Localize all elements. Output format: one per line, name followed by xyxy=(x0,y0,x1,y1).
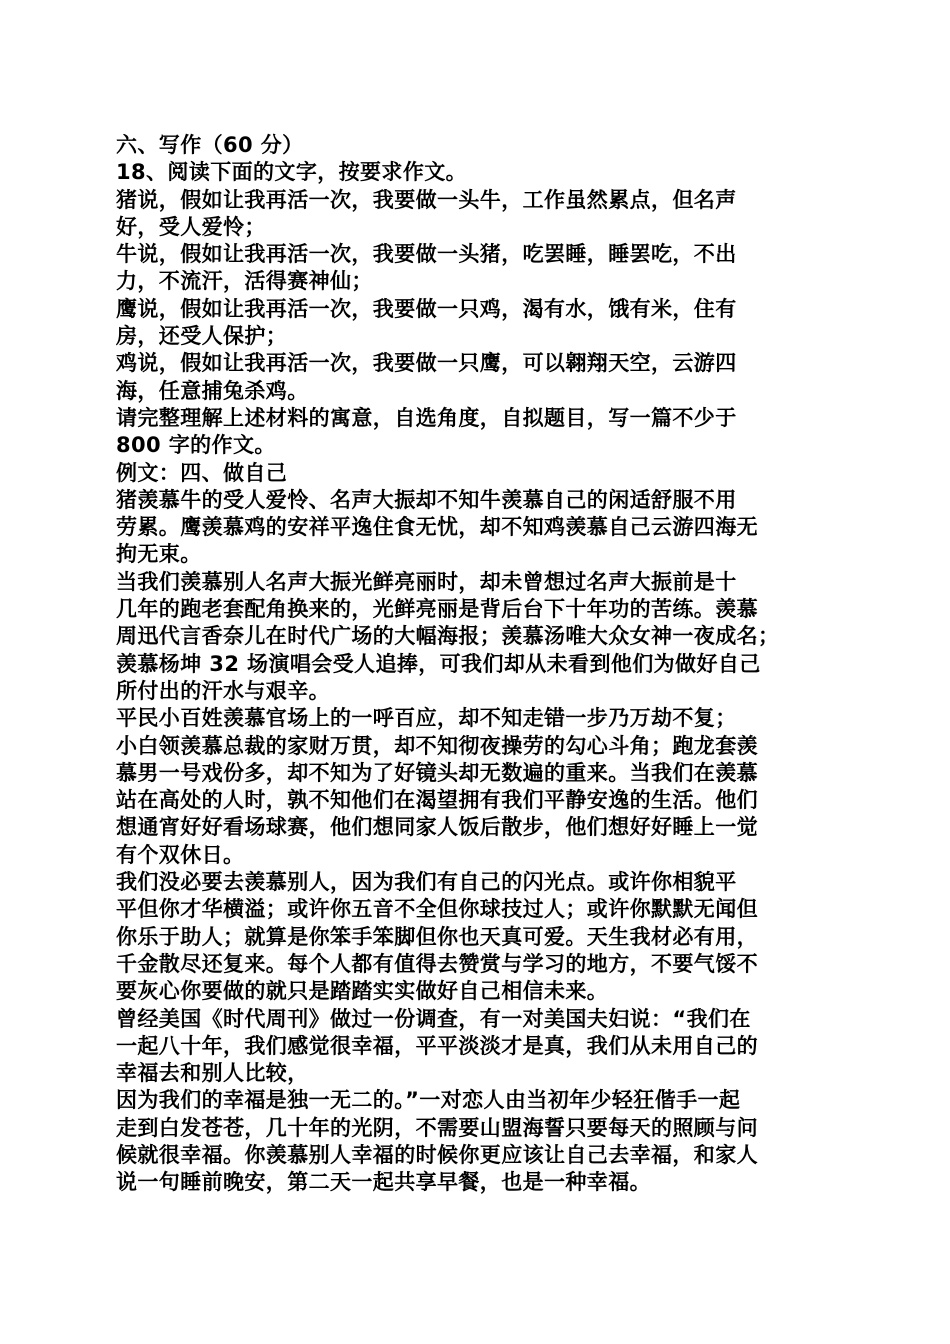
material-line: 海，任意捕兔杀鸡。 xyxy=(116,378,309,403)
essay-line: 猪羡慕牛的受人爱怜、名声大振却不知牛羡慕自己的闲适舒服不用 xyxy=(116,487,737,512)
essay-line: 站在高处的人时，孰不知他们在渴望拥有我们平静安逸的生活。他们 xyxy=(116,788,758,813)
essay-line: 平但你才华横溢；或许你五音不全但你球技过人；或许你默默无闻但 xyxy=(116,897,758,922)
essay-line: 因为我们的幸福是独一无二的。”一对恋人由当初年少轻狂偕手一起 xyxy=(116,1088,741,1113)
section-heading: 六、写作（60 分） xyxy=(116,133,304,157)
essay-line: 平民小百姓羡慕官场上的一呼百应，却不知走错一步乃万劫不复； xyxy=(116,706,737,731)
essay-line: 所付出的汗水与艰辛。 xyxy=(116,678,330,703)
essay-line: 小白领羡慕总裁的家财万贯，却不知彻夜操劳的勾心斗角；跑龙套羡 xyxy=(116,733,758,758)
essay-line: 幸福去和别人比较， xyxy=(116,1061,309,1086)
essay-line: 走到白发苍苍，几十年的光阴，不需要山盟海誓只要每天的照顾与问 xyxy=(116,1115,758,1140)
essay-line: 千金散尽还复来。每个人都有值得去赞赏与学习的地方，不要气馁不 xyxy=(116,951,758,976)
instruction-line: 800 字的作文。 xyxy=(116,433,276,458)
material-line: 鸡说，假如让我再活一次，我要做一只鹰，可以翱翔天空，云游四 xyxy=(116,351,737,376)
question-prompt: 18、阅读下面的文字，按要求作文。 xyxy=(116,160,468,185)
essay-line: 慕男一号戏份多，却不知为了好镜头却无数遍的重来。当我们在羡慕 xyxy=(116,760,758,785)
material-line: 力，不流汗，活得赛神仙； xyxy=(116,269,373,294)
essay-line: 一起八十年，我们感觉很幸福，平平淡淡才是真，我们从未用自己的 xyxy=(116,1033,758,1058)
essay-line: 候就很幸福。你羡慕别人幸福的时候你更应该让自己去幸福，和家人 xyxy=(116,1142,758,1167)
essay-line: 几年的跑老套配角换来的，光鲜亮丽是背后台下十年功的苦练。羡慕 xyxy=(116,597,758,622)
document-body xyxy=(116,132,851,1197)
instruction-line: 请完整理解上述材料的寓意，自选角度，自拟题目，写一篇不少于 xyxy=(116,405,737,430)
essay-line: 你乐于助人；就算是你笨手笨脚但你也天真可爱。天生我材必有用， xyxy=(116,924,758,949)
essay-line: 拘无束。 xyxy=(116,542,202,567)
essay-line: 曾经美国《时代周刊》做过一份调查，有一对美国夫妇说：“我们在 xyxy=(116,1006,751,1031)
essay-line: 我们没必要去羡慕别人，因为我们有自己的闪光点。或许你相貌平 xyxy=(116,870,737,895)
material-line: 鹰说，假如让我再活一次，我要做一只鸡，渴有水，饿有米，住有 xyxy=(116,296,737,321)
essay-line: 劳累。鹰羡慕鸡的安祥平逸住食无忧，却不知鸡羡慕自己云游四海无 xyxy=(116,515,758,540)
material-line: 牛说，假如让我再活一次，我要做一头猪，吃罢睡，睡罢吃，不出 xyxy=(116,242,737,267)
essay-line: 当我们羡慕别人名声大振光鲜亮丽时，却未曾想过名声大振前是十 xyxy=(116,569,737,594)
essay-line: 要灰心你要做的就只是踏踏实实做好自己相信未来。 xyxy=(116,979,609,1004)
essay-line: 羡慕杨坤 32 场演唱会受人追捧，可我们却从未看到他们为做好自己 xyxy=(116,651,761,676)
material-line: 好，受人爱怜； xyxy=(116,214,266,239)
essay-line: 想通宵好好看场球赛，他们想同家人饭后散步，他们想好好睡上一觉 xyxy=(116,815,758,840)
example-title: 例文：四、做自己 xyxy=(116,460,288,485)
material-line: 猪说，假如让我再活一次，我要做一头牛，工作虽然累点，但名声 xyxy=(116,187,737,212)
essay-line: 有个双休日。 xyxy=(116,842,245,867)
essay-line: 说一句睡前晚安，第二天一起共享早餐，也是一种幸福。 xyxy=(116,1170,651,1195)
material-line: 房，还受人保护； xyxy=(116,324,288,349)
essay-line: 周迅代言香奈儿在时代广场的大幅海报；羡慕汤唯大众女神一夜成名； xyxy=(116,624,780,649)
